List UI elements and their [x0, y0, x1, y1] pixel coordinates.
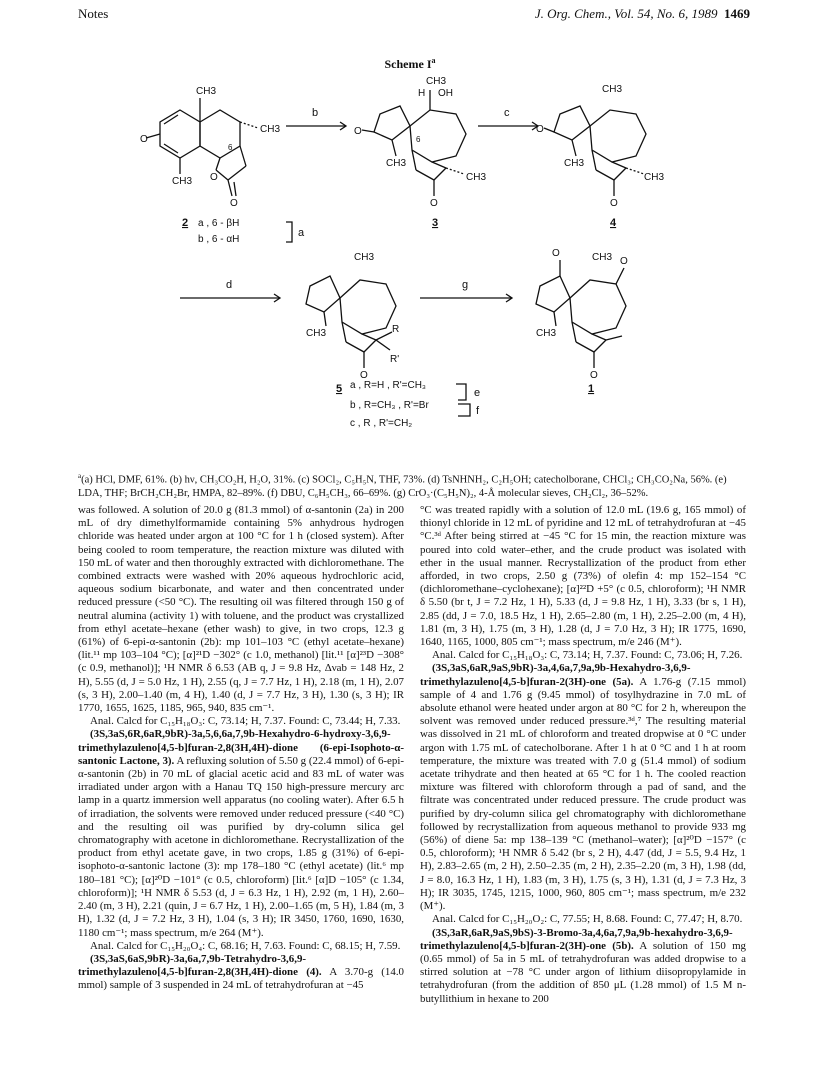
svg-text:CH3: CH3: [426, 76, 447, 87]
svg-text:CH3: CH3: [354, 252, 375, 263]
svg-text:O: O: [354, 126, 362, 137]
reaction-scheme: [140, 70, 700, 470]
svg-text:CH3: CH3: [536, 328, 557, 339]
svg-text:CH3: CH3: [306, 328, 327, 339]
scheme-caption: $^a$(a) HCl, DMF, 61%. (b) hν, CH₃CO₂H, H₂O, 31%. (c) SOCl₂, C₅H₅N, THF, 73%. (d) TsNHNH₂, C₂H₅OH; catecholborane, CHCl₃; CH₃CO₂Na, 56%. (e) LDA, THF; BrCH₂CH₂Br, HMPA, 82–89%. (f) DBU, C₆H₅CH₃, 66–69%. (g) CrO₃·(C₅H₅N)₂, 4-Å molecular sieves, CH₂Cl₂, 36–52%.: [78, 472, 727, 499]
svg-text:CH3: CH3: [564, 158, 585, 169]
paragraph: (3S,3aS,6aR,9aS,9bR)-3a,4,6a,7,9a,9b-Hexahydro-3,6,9-trimethylazuleno[4,5-b]furan-2(3H)-one (5a). A 1.76-g (7.15 mmol) sample of 4 and 1.76 g (9.45 mmol) of tosylhydrazine in 7.0 mL of absolute ethanol were heated under argon at 80 °C for 2 h, whereupon the solvent was removed under reduced pressure.³ᵈ,⁷ The resulting material was dissolved in 21 mL of chloroform and treated dropwise at 0 °C under argon with 1.75 mL of catecholborane. After 1 h at 0 °C and 1 h at room temperature, the mixture was treated with 7.0 g (51.4 mmol) of sodium acetate trihydrate and then heated at 65 °C for 1 h. The cooled reaction mixture was filtered with chloroform through a pad of sand, and the filtrate was concentrated under reduced pressure. The crude product was purified by dry-column silica gel chromatography with dichloromethane followed by recrystallization from aqueous methanol to provide 933 mg (56%) of diene 5a: mp 138–139 °C (methanol–water); [α]²⁰D −157° (c 0.5, chloroform); ¹H NMR δ 5.42 (br s, 2 H), 4.47 (dd, J = 5.5, 9.4 Hz, 1 H), 2.83–2.65 (m, 2 H), 2.50–2.35 (m, 2 H), 2.35–2.20 (m, 3 H), 1.98 (dd, J = 8.0, 16.3 Hz, 1 H), 1.83 (m, 3 H), 1.75 (s, 3 H), 1.31 (d, J = 7.3 Hz, 3 H); IR 3035, 1745, 1215, 1000, 960, 805 cm⁻¹; mass spectrum, m/e 232 (M⁺).: [420, 662, 746, 913]
svg-text:O: O: [430, 198, 438, 209]
label-compound-4: 4: [610, 217, 617, 229]
label-compound-2: 2: [182, 217, 189, 229]
svg-text:CH3: CH3: [592, 252, 613, 263]
label-compound-5c: c , R , R'=CH₂: [350, 418, 413, 429]
svg-text:R: R: [392, 324, 400, 335]
svg-text:O: O: [610, 198, 618, 209]
svg-text:O: O: [552, 248, 560, 259]
arrow-a-bracket: [286, 222, 292, 242]
svg-text:CH3: CH3: [466, 172, 487, 183]
svg-text:CH3: CH3: [260, 124, 281, 135]
compound-3-structure: [362, 90, 466, 196]
svg-text:O: O: [536, 124, 544, 135]
arrow-label-a: a: [298, 227, 305, 239]
svg-text:CH3: CH3: [386, 158, 407, 169]
label-compound-5: 5: [336, 383, 343, 395]
paragraph: (3S,3aS,6aS,9bR)-3a,6a,7,9b-Tetrahydro-3,6,9-trimethylazuleno[4,5-b]furan-2,8(3H,4H)-dione (4). A 3.70-g (14.0 mmol) sample of 3 suspended in 24 mL of tetrahydrofuran at −45: [78, 952, 404, 992]
arrow-label-g: g: [462, 279, 469, 291]
running-head-right: [535, 6, 750, 22]
label-compound-2b: b , 6 - αH: [198, 234, 240, 245]
arrow-label-c: c: [504, 107, 510, 119]
svg-text:O: O: [140, 134, 148, 145]
label-compound-3: 3: [432, 217, 439, 229]
svg-text:CH3: CH3: [196, 86, 217, 97]
scheme-title: Scheme $I^a$: [384, 56, 436, 71]
paragraph: Anal. Calcd for C₁₅H₁₈O₃: C, 73.14; H, 7.37. Found: C, 73.44; H, 7.33.: [90, 715, 401, 728]
compound-5-structure: [306, 276, 396, 368]
arrow-label-f: f: [476, 405, 480, 417]
svg-text:6: 6: [416, 135, 421, 144]
label-compound-2a: a , 6 - βH: [198, 218, 240, 229]
svg-text:CH3: CH3: [602, 84, 623, 95]
compound-2-structure: [146, 98, 258, 196]
right-column: [420, 504, 746, 1006]
label-compound-5b: b , R=CH₃ , R'=Br: [350, 400, 429, 411]
arrow-e-bracket: [456, 384, 466, 400]
arrow-label-d: d: [226, 279, 233, 291]
paragraph: (3S,3aS,6R,6aR,9bR)-3a,5,6,6a,7,9b-Hexahydro-6-hydroxy-3,6,9-trimethylazuleno[4,5-b]furan-2,8(3H,4H)-dione (6-epi-Isophoto-α-santonic Lactone, 3). A refluxing solution of 5.50 g (22.4 mmol) of 6-epi-α-santonin (2b) in 70 mL of glacial acetic acid and 83 mL of water was irradiated under argon with a Hanau TQ 150 high-pressure mercury arc lamp in a quartz immersion well apparatus (no cooling water). After 6.5 h of irradiation, the solvents were removed under reduced pressure (<40 °C) and the resulting oil was purified by dry-column silica gel chromatography with acetone in dichloromethane. Recrystallization of the product from ethyl acetate gave, in two crops, 1.85 g (31%) of 6-epi-isophoto-α-santonic lactone (3): mp 178–180 °C (ethyl acetate) (lit.⁶ mp 180–181 °C); [α]²⁰D −101° (c 0.5, chloroform) [lit.⁶ [α]D −105° (c 1.34, chloroform)]; ¹H NMR δ 5.53 (d, J = 6.3 Hz, 1 H), 2.92 (m, 1 H), 2.60–2.40 (m, 3 H), 2.21 (quin, J = 6.7 Hz, 1 H), 2.00–1.65 (m, 5 H), 1.84 (m, 3 H), 1.32 (d, J = 7.2 Hz, 3 H), 1.04 (s, 3 H); IR 3450, 1760, 1690, 1630, 1180 cm⁻¹; mass spectrum, m/e 264 (M⁺).: [78, 728, 404, 939]
paragraph: Anal. Calcd for C₁₅H₁₈O₃: C, 73.14; H, 7.37. Found: C, 73.06; H, 7.26.: [432, 649, 743, 662]
paragraph: (3S,3aR,6aR,9aS,9bS)-3-Bromo-3a,4,6a,7,9a,9b-hexahydro-3,6,9-trimethylazuleno[4,5-b]furan-2(3H)-one (5b). A solution of 150 mg (0.65 mmol) of 5a in 5 mL of tetrahydrofuran was added dropwise to a stirred solution at −78 °C under argon of lithium diisopropylamide in tetrahydrofuran (from the addition of 850 μL (1.28 mmol) of 1.5 M n-butyllithium in hexane to 200: [420, 926, 746, 1005]
left-column: [78, 504, 404, 993]
svg-text:6: 6: [228, 143, 233, 152]
svg-text:OH: OH: [438, 88, 453, 99]
svg-text:O: O: [590, 370, 598, 381]
page-number: 1469: [724, 6, 750, 21]
svg-text:R': R': [390, 354, 400, 365]
svg-text:CH3: CH3: [172, 176, 193, 187]
svg-text:O: O: [210, 172, 218, 183]
paragraph: was followed. A solution of 20.0 g (81.3 mmol) of α-santonin (2a) in 200 mL of dry dimethylformamide containing 5% anhydrous hydrogen chloride was heated under argon at 100 °C for 1 h (closed system). After being cooled to room temperature, the reaction mixture was diluted with 150 mL of water and then thoroughly extracted with dichloromethane. The combined extracts were washed with 20% aqueous hydrochloric acid, aqueous sodium bicarbonate, and water and then concentrated under reduced pressure (<50 °C). The resulting oil was filtered through 150 g of neutral alumina (activity 1) with toluene, and the product was crystallized from ethyl acetate–hexane (ether wash) to give, in two crops, 12.3 g (61%) of 6-epi-α-santonin (2b): mp 101–103 °C (ethyl acetate–hexane) (lit.¹¹ mp 103–104 °C); [α]²¹D −302° (c 1.0, methanol) [lit.¹¹ [α]²³D −308° (c 0.9, methanol)]; ¹H NMR δ 6.53 (AB q, J = 9.8 Hz, Δνab = 148 Hz, 2 H), 5.55 (d, J = 5.0 Hz, 1 H), 2.55 (q, J = 7.7 Hz, 1 H), 2.18 (m, 1 H), 2.07 (s, 3 H), 2.00–1.40 (m, 4 H), 1.40 (d, J = 7.7 Hz, 3 H), 1.30 (s, 3 H); IR 1770, 1655, 1625, 1185, 965, 940, 835 cm⁻¹.: [78, 504, 404, 715]
svg-text:CH3: CH3: [644, 172, 665, 183]
arrow-label-b: b: [312, 107, 319, 119]
compound-1-structure: [536, 260, 626, 368]
compound-4-structure: [544, 106, 646, 196]
svg-text:O: O: [620, 256, 628, 267]
arrow-label-e: e: [474, 387, 481, 399]
svg-text:O: O: [230, 198, 238, 209]
paragraph: Anal. Calcd for C₁₅H₂₀O₄: C, 68.16; H, 7.63. Found: C, 68.15; H, 7.59.: [90, 939, 401, 952]
label-compound-1: 1: [588, 383, 595, 395]
paragraph: °C was treated rapidly with a solution of 12.0 mL (19.6 g, 165 mmol) of thionyl chloride in 12 mL of pyridine and 12 mL of tetrahydrofuran at −45 °C.³ᵈ After being stirred at −45 °C for 15 min, the reaction mixture was poured into cold water–ether, and the crude product was isolated with ether in the usual manner. Recrystallization of the product from ether afforded, in two crops, 2.50 g (73%) of olefin 4: mp 152–154 °C (dichloromethane–cyclohexane); [α]²²D +5° (c 0.5, chloroform); ¹H NMR δ 5.50 (br t, J = 7.2 Hz, 1 H), 5.33 (d, J = 9.8 Hz, 1 H), 3.33 (br s, 1 H), 2.85 (dd, J = 7.0, 18.5 Hz, 1 H), 2.65–2.80 (m, 1 H), 2.25–2.00 (m, 4 H), 1.81 (m, 3 H), 1.75 (m, 3 H), 1.28 (d, J = 7.0 Hz, 3 H); IR 1775, 1690, 1640, 1165, 1000, 805 cm⁻¹; mass spectrum, m/e 246 (M⁺).: [420, 504, 746, 649]
running-head-left: Notes: [78, 6, 109, 21]
svg-text:O: O: [360, 370, 368, 381]
arrow-f-bracket: [458, 404, 470, 416]
svg-text:H: H: [418, 88, 426, 99]
label-compound-5a: a , R=H , R'=CH₃: [350, 380, 427, 391]
paragraph: Anal. Calcd for C₁₅H₂₀O₂: C, 77.55; H, 8.68. Found: C, 77.47; H, 8.70.: [432, 913, 743, 926]
journal-citation: J. Org. Chem., Vol. 54, No. 6, 1989: [534, 6, 718, 21]
